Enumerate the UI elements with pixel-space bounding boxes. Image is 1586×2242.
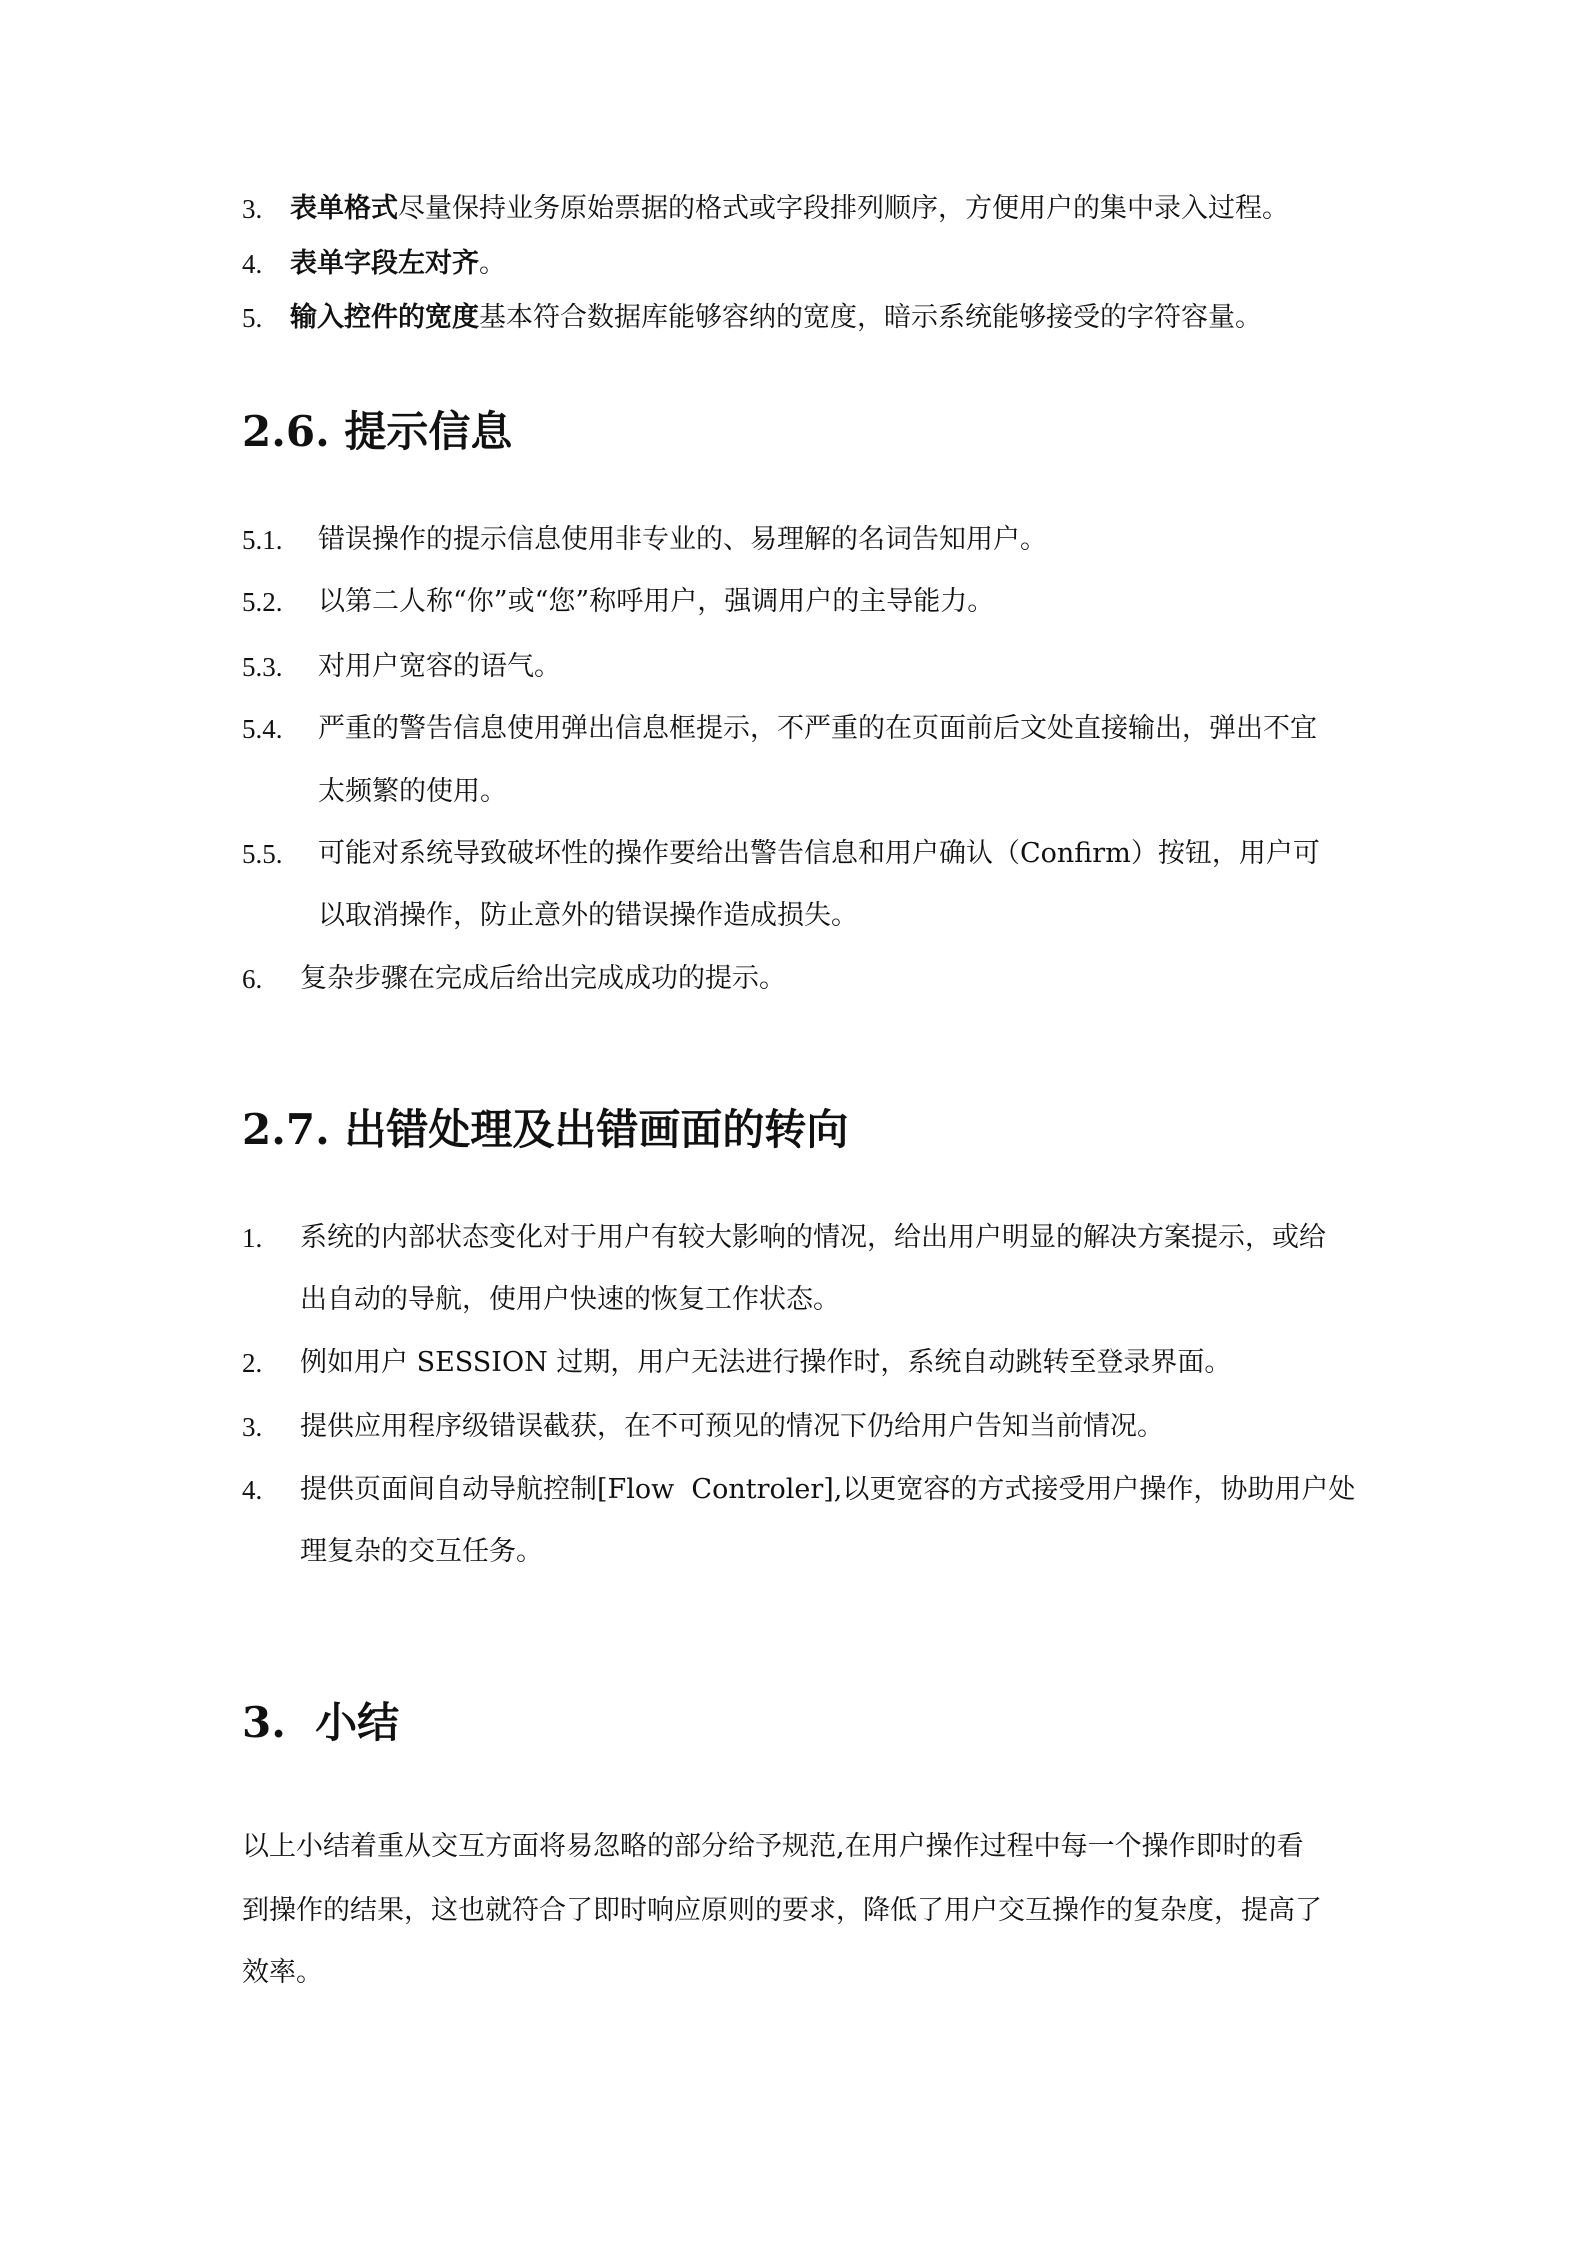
list-text: 提供应用程序级错误截获，在不可预见的情况下仍给用户告知当前情况。 xyxy=(300,1411,1164,1442)
list-text: 严重的警告信息使用弹出信息框提示，不严重的在页面前后文处直接输出，弹出不宜 xyxy=(318,713,1317,744)
paragraph-line: 以上小结着重从交互方面将易忽略的部分给予规范,在用户操作过程中每一个操作即时的看 xyxy=(242,1831,1304,1862)
list-text: 基本符合数据库能够容纳的宽度，暗示系统能够接受的字符容量。 xyxy=(479,302,1262,333)
list-number: 5.2. xyxy=(242,587,283,617)
list-item xyxy=(290,246,506,282)
list-number: 5.3. xyxy=(242,652,283,682)
list-text: 错误操作的提示信息使用非专业的、易理解的名词告知用户。 xyxy=(318,524,1047,555)
section-heading: 3. 小结 xyxy=(242,1698,400,1747)
list-text: 出自动的导航，使用户快速的恢复工作状态。 xyxy=(300,1284,840,1315)
list-number: 1. xyxy=(242,1223,263,1253)
list-text: 复杂步骤在完成后给出完成成功的提示。 xyxy=(300,963,786,994)
list-number: 4. xyxy=(242,1475,263,1505)
section-heading: 2.7. 出错处理及出错画面的转向 xyxy=(242,1105,849,1154)
list-number: 5.4. xyxy=(242,714,283,744)
list-item xyxy=(290,300,1262,336)
list-text: 尽量保持业务原始票据的格式或字段排列顺序，方便用户的集中录入过程。 xyxy=(398,193,1289,224)
list-text: 以第二人称“你”或“您”称呼用户，强调用户的主导能力。 xyxy=(318,586,995,617)
bold-term: 表单字段左对齐 xyxy=(290,248,479,279)
bold-term: 表单格式 xyxy=(290,193,398,224)
list-number: 6. xyxy=(242,964,263,994)
list-number: 5.5. xyxy=(242,839,283,869)
list-text: 太频繁的使用。 xyxy=(318,776,507,807)
list-text: 例如用户 SESSION 过期，用户无法进行操作时，系统自动跳转至登录界面。 xyxy=(300,1347,1232,1378)
bold-term: 输入控件的宽度 xyxy=(290,302,479,333)
list-number: 5.1. xyxy=(242,525,283,555)
list-number: 2. xyxy=(242,1348,263,1378)
list-number: 3. xyxy=(242,194,263,224)
list-number: 4. xyxy=(242,249,263,279)
list-text: 可能对系统导致破坏性的操作要给出警告信息和用户确认（Confirm）按钮，用户可 xyxy=(318,838,1320,869)
list-number: 3. xyxy=(242,1412,263,1442)
section-heading: 2.6. 提示信息 xyxy=(242,407,513,456)
list-text: 理复杂的交互任务。 xyxy=(300,1536,543,1567)
paragraph-line: 到操作的结果，这也就符合了即时响应原则的要求，降低了用户交互操作的复杂度，提高了 xyxy=(242,1895,1322,1926)
list-text: 对用户宽容的语气。 xyxy=(318,651,561,682)
list-text: 提供页面间自动导航控制[Flow Controler],以更宽容的方式接受用户操作，协助用户处 xyxy=(300,1474,1356,1505)
list-text: 。 xyxy=(479,248,506,279)
list-text: 以取消操作，防止意外的错误操作造成损失。 xyxy=(318,900,858,931)
list-number: 5. xyxy=(242,303,263,333)
list-item xyxy=(290,191,1289,227)
paragraph-line: 效率。 xyxy=(242,1957,323,1988)
list-text: 系统的内部状态变化对于用户有较大影响的情况，给出用户明显的解决方案提示，或给 xyxy=(300,1222,1326,1253)
